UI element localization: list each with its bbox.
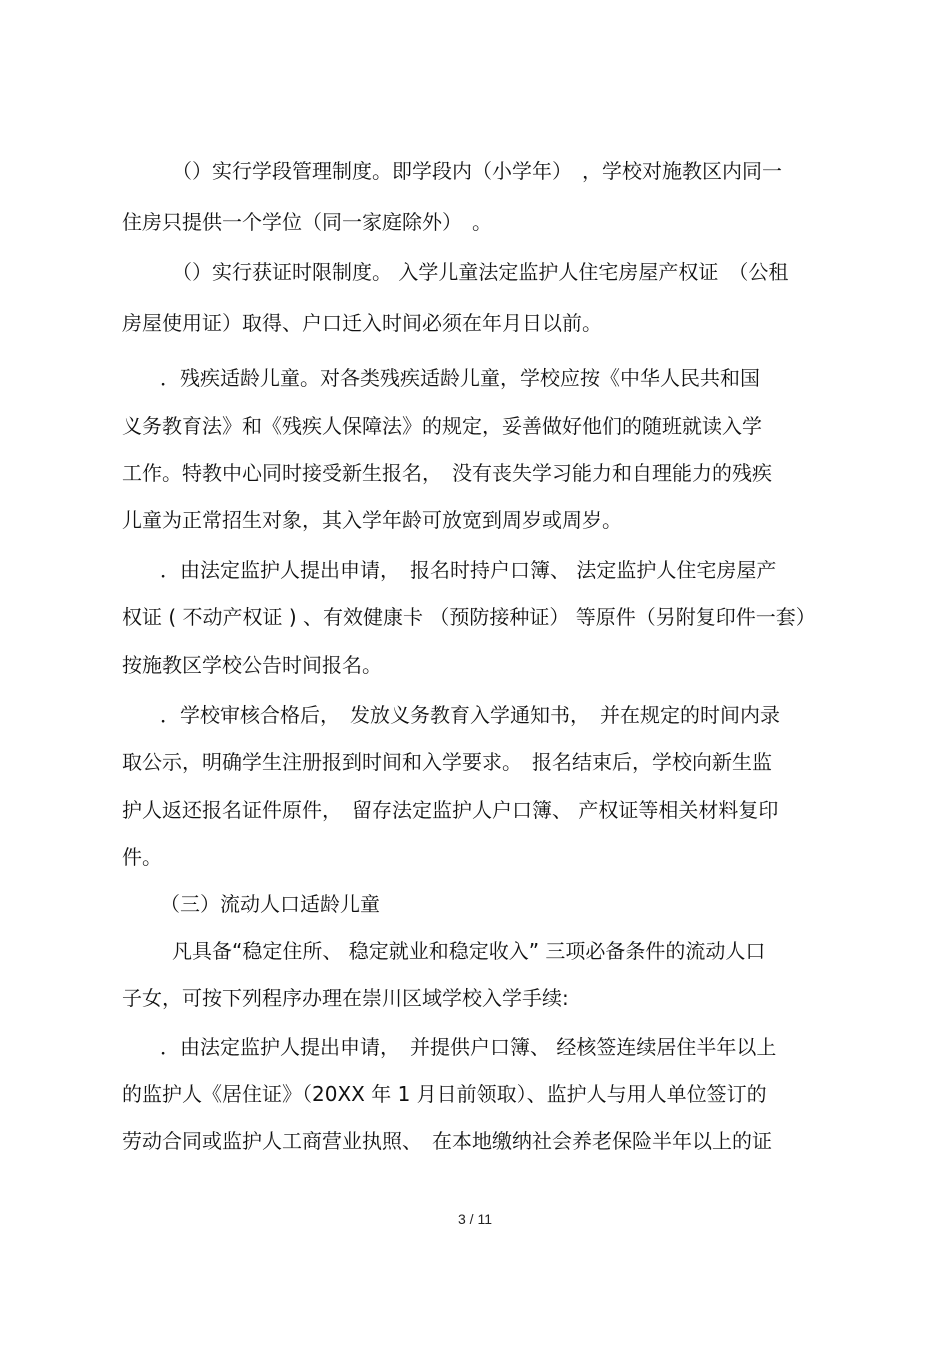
text-line: ．学校审核合格后， 发放义务教育入学通知书， 并在规定的时间内录 [160,703,780,727]
text-line: 房屋使用证）取得、户口迁入时间必须在年月日以前。 [122,311,602,335]
text-line: 工作。特教中心同时接受新生报名， 没有丧失学习能力和自理能力的残疾 [122,461,772,485]
text-line: 按施教区学校公告时间报名。 [122,653,382,677]
section-heading: （三）流动人口适龄儿童 [160,892,380,916]
text-line: ．残疾适龄儿童。对各类残疾适龄儿童，学校应按《中华人民共和国 [160,366,760,390]
text-line: （）实行获证时限制度。 入学儿童法定监护人住宅房屋产权证 （公租 [172,260,789,284]
text-line: 劳动合同或监护人工商营业执照、 在本地缴纳社会养老保险半年以上的证 [122,1129,772,1153]
page-number: 3 / 11 [458,1211,492,1227]
text-line: 义务教育法》和《残疾人保障法》的规定，妥善做好他们的随班就读入学 [122,414,762,438]
text-line: （）实行学段管理制度。即学段内（小学年） ，学校对施教区内同一 [172,159,782,183]
text-line: ．由法定监护人提出申请， 报名时持户口簿、 法定监护人住宅房屋产 [160,558,777,582]
text-line: 的监护人《居住证》（20XX 年 1 月日前领取）、监护人与用人单位签订的 [122,1082,767,1106]
text-line: ．由法定监护人提出申请， 并提供户口簿、 经核签连续居住半年以上 [160,1035,777,1059]
text-line: 护人返还报名证件原件， 留存法定监护人户口簿、 产权证等相关材料复印 [122,798,779,822]
text-line: 儿童为正常招生对象，其入学年龄可放宽到周岁或周岁。 [122,508,622,532]
text-line: 子女，可按下列程序办理在崇川区域学校入学手续: [122,986,569,1010]
text-line: 取公示，明确学生注册报到时间和入学要求。 报名结束后，学校向新生监 [122,750,772,774]
text-line: 件。 [122,845,162,869]
text-line: 住房只提供一个学位（同一家庭除外） 。 [122,210,492,234]
text-line: 权证 ( 不动产权证 ) 、有效健康卡 （预防接种证） 等原件（另附复印件一套） [122,605,816,629]
text-line: 凡具备“稳定住所、 稳定就业和稳定收入” 三项必备条件的流动人口 [172,939,766,963]
